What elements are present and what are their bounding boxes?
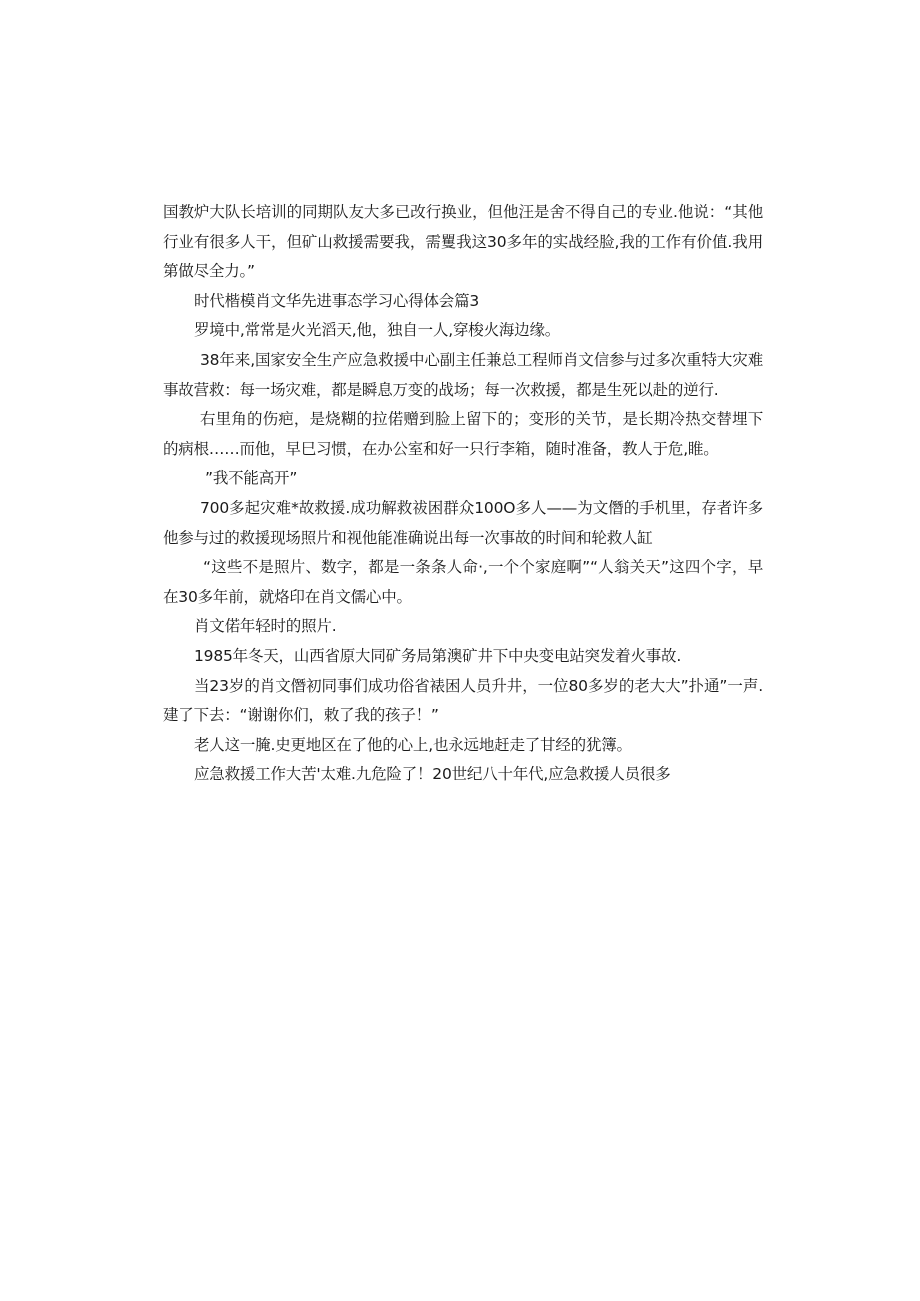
paragraph-1985-winter: 1985年冬天，山西省原大同矿务局第澳矿井下中央变电站突发着火事故. xyxy=(194,646,682,665)
paragraph-age-23: 当23岁的肖文僭初同事们成功俗省裱困人员升井，一位80多岁的老大大”扑通”一声.建了下去：“谢谢你们，敕了我的孩子！” xyxy=(163,676,763,725)
document-body xyxy=(163,198,763,790)
paragraph-lives-not-numbers: “这些不是照片、数字，都是一条条人命·,一个个家庭啊”“人翁关天”这四个字，早在30多年前，就烙印在肖文儒心中。 xyxy=(163,558,763,606)
paragraph-scars: 右里角的伤疤，是烧糊的拉偌赠到脸上留下的；变形的关节，是长期冷热交替埋下的病根……而他，早巳习惯，在办公室和好一只行李箱，随时准备，教人于危,睢。 xyxy=(163,410,763,458)
section-heading: 时代楷模肖文华先进事态学习心得体会篇3 xyxy=(194,291,480,310)
paragraph-professional-loyalty: 国教炉大队长培训的同期队友大多已改行换业，但他汪是舍不得自己的专业.他说：“其他行业有很多人干，但矿山救援需要我，需矍我这30多年的实战经脸,我的工作有价值.我用第做尽全力。” xyxy=(163,203,763,281)
paragraph-700-rescues: 700多起灾难*故救援.成功解救祓困群众100O多人——为文僭的手机里，存者许多他参与过的救援现场照片和视他能准确说出每一次事故的时间和轮救人缸 xyxy=(163,498,763,547)
paragraph-hard-work: 应急救援工作大苦'太难.九危险了！20世纪八十年代,应急救援人员很多 xyxy=(194,765,671,784)
paragraph-38-years: 38年来,国家安全生产应急救援中心副主任兼总工程师肖文信参与过多次重特大灾难事故营救：每一场灾难，都是瞬息万变的战场；每一次救援，都是生死以赴的逆行. xyxy=(163,350,763,399)
paragraph-quote-cannot-leave: ”我不能高开” xyxy=(205,469,298,488)
paragraph-old-woman: 老人这一腌.史更地区在了他的心上,也永远地赶走了甘经的犹簿。 xyxy=(194,735,632,754)
paragraph-fire-scene: 罗境中,常常是火光滔天,他，独自一人,穿梭火海边缘。 xyxy=(194,321,561,340)
paragraph-young-photo: 肖文偌年轻时的照片. xyxy=(194,617,337,636)
